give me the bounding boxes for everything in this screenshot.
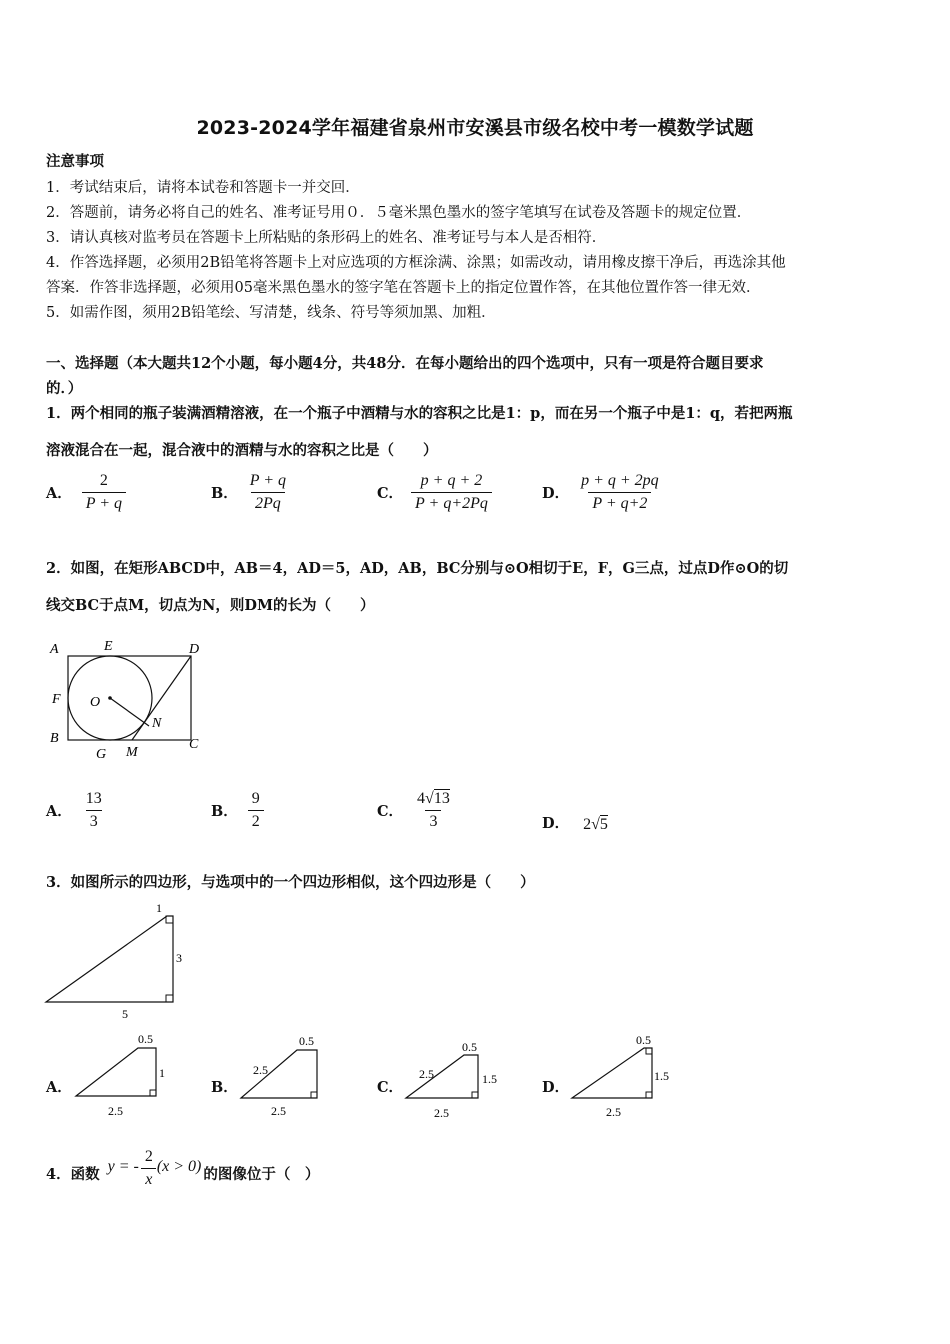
q3-option-c-figure[interactable] bbox=[400, 1030, 510, 1126]
label-b: B bbox=[50, 731, 59, 746]
q2-option-d[interactable] bbox=[542, 810, 608, 834]
option-label: B． bbox=[211, 803, 238, 820]
q2-option-b[interactable] bbox=[211, 790, 264, 831]
fraction: $\frac{13}{3}$ bbox=[85, 790, 102, 830]
side-top: 0.5 bbox=[299, 1034, 314, 1048]
side-right: 3 bbox=[176, 951, 182, 965]
q2-option-c[interactable] bbox=[377, 790, 454, 831]
option-label: B． bbox=[211, 485, 238, 502]
side-bottom: 2.5 bbox=[606, 1105, 621, 1119]
q2-figure bbox=[44, 636, 214, 766]
q3-option-c-label[interactable]: C． bbox=[377, 1079, 404, 1096]
notice-heading: 注意事项 bbox=[46, 153, 104, 170]
side-top: 0.5 bbox=[636, 1033, 651, 1047]
page-title: 2023-2024学年福建省泉州市安溪县市级名校中考一模数学试题 bbox=[196, 117, 754, 139]
option-label: D． bbox=[542, 485, 570, 502]
q3-option-d-figure[interactable] bbox=[566, 1030, 676, 1126]
side-top: 1 bbox=[156, 901, 162, 915]
side-top: 0.5 bbox=[462, 1040, 477, 1054]
label-e: E bbox=[104, 639, 113, 654]
fraction: $\frac{2}{P + q}$ bbox=[82, 472, 126, 513]
notice-item: 5．如需作图，须用2B铅笔绘、写清楚，线条、符号等须加黑、加粗． bbox=[46, 305, 496, 321]
notice-item: 2．答题前，请务必将自己的姓名、准考证号用０．５毫米黑色墨水的签字笔填写在试卷及答题卡的规定位置． bbox=[46, 205, 752, 221]
label-a: A bbox=[50, 642, 59, 657]
q3-option-b-label[interactable]: B． bbox=[211, 1079, 238, 1096]
rectangle-abcd bbox=[68, 656, 191, 740]
side-left: 2.5 bbox=[253, 1063, 268, 1077]
q2-text-cont: 线交BC于点M，切点为N，则DM的长为（ ） bbox=[46, 597, 375, 614]
side-right: 1 bbox=[159, 1066, 165, 1080]
q3-option-b-figure[interactable] bbox=[235, 1030, 335, 1126]
side-bottom: 2.5 bbox=[108, 1104, 123, 1118]
q3-option-d-label[interactable]: D． bbox=[542, 1079, 570, 1096]
option-label: D． bbox=[542, 814, 570, 832]
side-right: 1.5 bbox=[482, 1072, 497, 1086]
q3-main-figure bbox=[44, 898, 194, 1022]
label-m: M bbox=[126, 745, 138, 760]
q4-text bbox=[46, 1148, 319, 1189]
side-left: 2.5 bbox=[419, 1067, 434, 1081]
side-bottom: 2.5 bbox=[434, 1106, 449, 1120]
fraction: $\frac{P + q}{2Pq}$ bbox=[249, 472, 287, 512]
label-n: N bbox=[152, 716, 162, 731]
notice-item: 3．请认真核对监考员在答题卡上所粘贴的条形码上的姓名、准考证号与本人是否相符． bbox=[46, 230, 607, 246]
sqrt-symbol: √ bbox=[591, 816, 600, 833]
q1-option-a[interactable] bbox=[46, 472, 126, 513]
q4-condition: (x > 0) bbox=[156, 1157, 202, 1175]
label-f: F bbox=[52, 692, 61, 707]
fraction: $\frac{p + q + 2}{P + q+2Pq}$ bbox=[411, 472, 492, 513]
q1-option-d[interactable] bbox=[542, 472, 663, 513]
q1-text-cont: 溶液混合在一起，混合液中的酒精与水的容积之比是（ ） bbox=[46, 442, 438, 459]
radius-on bbox=[110, 698, 149, 726]
q2-option-a[interactable] bbox=[46, 790, 106, 831]
notice-item: 4．作答选择题，必须用2B铅笔将答题卡上对应选项的方框涂满、涂黑；如需改动，请用橡皮擦干净后，再选涂其他 bbox=[46, 255, 786, 271]
section-heading-cont: 的．） bbox=[46, 380, 83, 397]
label-c: C bbox=[189, 737, 199, 752]
option-label: A． bbox=[46, 803, 72, 820]
q4-suffix: 的图像位于（ ） bbox=[203, 1166, 320, 1183]
q3-text: 3．如图所示的四边形，与选项中的一个四边形相似，这个四边形是（ ） bbox=[46, 874, 535, 891]
radical-expression: 2√5 bbox=[583, 816, 608, 833]
section-heading: 一、选择题（本大题共12个小题，每小题4分，共48分．在每小题给出的四个选项中，只有一项是符合题目要求 bbox=[46, 355, 764, 372]
fraction: $\frac{p + q + 2pq}{P + q+2}$ bbox=[581, 472, 659, 512]
fraction: $\frac{4√13}{3}$ bbox=[417, 790, 450, 830]
q3-option-a-label[interactable]: A． bbox=[46, 1079, 72, 1096]
option-label: C． bbox=[377, 803, 404, 820]
sqrt-symbol: √ bbox=[425, 790, 434, 807]
side-right: 1.5 bbox=[654, 1069, 669, 1083]
fraction: $\frac{9}{2}$ bbox=[248, 790, 264, 831]
fraction: $\frac{2}{x}$ bbox=[141, 1148, 157, 1189]
side-top: 0.5 bbox=[138, 1032, 153, 1046]
q1-option-b[interactable] bbox=[211, 472, 290, 513]
notice-item: 1．考试结束后，请将本试卷和答题卡一并交回． bbox=[46, 180, 360, 196]
q3-option-a-figure[interactable] bbox=[70, 1030, 180, 1126]
q4-prefix: 4．函数 bbox=[46, 1166, 100, 1183]
tangent-dm bbox=[132, 656, 191, 740]
option-label: A． bbox=[46, 485, 72, 502]
notice-item: 答案．作答非选择题，必须用05毫米黑色墨水的签字笔在答题卡上的指定位置作答，在其他位置作答一律无效． bbox=[46, 280, 761, 296]
label-g: G bbox=[96, 747, 107, 762]
side-bottom: 5 bbox=[122, 1007, 128, 1021]
option-label: C． bbox=[377, 485, 404, 502]
label-o: O bbox=[90, 695, 101, 710]
label-d: D bbox=[189, 642, 200, 657]
main-trapezoid bbox=[46, 916, 173, 1002]
q4-lhs: y = - bbox=[107, 1157, 139, 1175]
side-bottom: 2.5 bbox=[271, 1104, 286, 1118]
q1-option-c[interactable] bbox=[377, 472, 492, 513]
q1-text: 1．两个相同的瓶子装满酒精溶液，在一个瓶子中酒精与水的容积之比是1：p，而在另一个瓶子中是1：q，若把两瓶 bbox=[46, 405, 793, 422]
q2-text: 2．如图，在矩形ABCD中，AB＝4，AD＝5，AD，AB，BC分别与⊙O相切于E，F，G三点，过点D作⊙O的切 bbox=[46, 560, 789, 577]
